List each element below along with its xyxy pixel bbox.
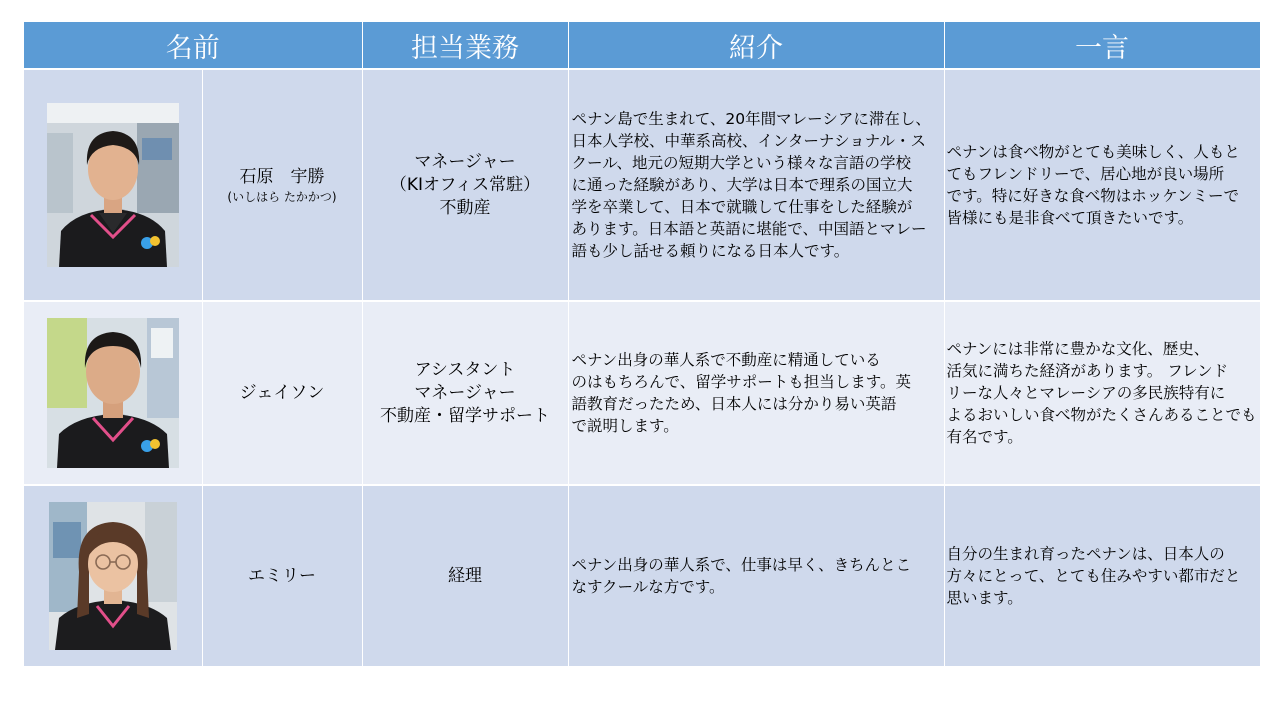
role-line: アシスタント [414,359,516,380]
intro-line: ペナン出身の華人系で不動産に精通している [571,351,881,369]
comment-line: 活気に満ちた経済があります。 フレンド [946,362,1229,380]
intro-line: あります。日本語と英語に堪能で、中国語とマレー [571,220,927,238]
header-comment: 一言 [944,22,1260,69]
comment-line: 皆様にも是非食べて頂きたいです。 [946,209,1194,227]
role-cell [362,69,568,301]
intro-line: 日本人学校、中華系高校、インターナショナル・ス [571,132,926,150]
staff-name: 石原 宇勝 [239,166,325,187]
comment-line: ペナンには非常に豊かな文化、歴史、 [946,340,1210,358]
comment-line: です。特に好きな食べ物はホッケンミーで [946,187,1239,205]
comment-line: 有名です。 [946,428,1023,446]
role-line: 不動産・留学サポート [380,405,550,426]
header-intro: 紹介 [568,22,944,69]
staff-table [24,22,1261,668]
comment-line: 思います。 [946,589,1023,607]
intro-line: 学を卒業して、日本で就職して仕事をした経験が [571,198,913,216]
table-row [24,69,1260,301]
intro-line: ペナン島で生まれて、20年間マレーシアに滞在し、 [571,110,931,128]
intro-line: 語も少し話せる頼りになる日本人です。 [571,242,850,260]
comment-line: 方々にとって、とても住みやすい都市だと [946,567,1241,585]
header-row [24,22,1260,69]
intro-line: のはもちろんで、留学サポートも担当します。英 [571,373,911,391]
intro-line: なすクールな方です。 [571,578,725,596]
role-line: 不動産 [439,197,491,218]
intro-cell [568,485,944,667]
comment-line: よるおいしい食べ物がたくさんあることでも [946,406,1257,424]
role-line: （KIオフィス常駐） [389,174,541,195]
intro-line: で説明します。 [571,417,679,435]
table-row [24,485,1260,667]
comment-cell [944,69,1260,301]
table-row [24,301,1260,485]
staff-photo-man-icon [47,103,179,267]
comment-line: リーな人々とマレーシアの多民族特有に [946,384,1226,402]
intro-line: クール、地元の短期大学という様々な言語の学校 [571,154,911,172]
intro-cell [568,69,944,301]
comment-line: 自分の生まれ育ったペナンは、日本人の [946,545,1225,563]
intro-line: に通った経験があり、大学は日本で理系の国立大 [571,176,913,194]
role-line: マネージャー [414,151,516,172]
staff-name-reading: (いしはら たかかつ) [227,189,337,204]
staff-name: ジェイソン [239,382,325,403]
header-name: 名前 [24,22,362,69]
comment-line: てもフレンドリーで、居心地が良い場所 [946,165,1225,183]
photo-cell [24,485,202,667]
comment-cell [944,301,1260,485]
role-line: 経理 [448,565,482,586]
photo-cell [24,301,202,485]
header-role: 担当業務 [362,22,568,69]
name-cell [202,485,362,667]
intro-line: 語教育だったため、日本人には分かり易い英語 [571,395,897,413]
staff-photo-man-icon [47,318,179,468]
role-cell [362,301,568,485]
role-cell [362,485,568,667]
role-line: マネージャー [414,382,516,403]
name-cell [202,69,362,301]
comment-cell [944,485,1260,667]
name-cell [202,301,362,485]
intro-line: ペナン出身の華人系で、仕事は早く、きちんとこ [571,556,912,574]
photo-cell [24,69,202,301]
comment-line: ペナンは食べ物がとても美味しく、人もと [946,143,1240,161]
staff-name: エミリー [248,565,316,586]
staff-photo-woman-icon [49,502,177,650]
intro-cell [568,301,944,485]
